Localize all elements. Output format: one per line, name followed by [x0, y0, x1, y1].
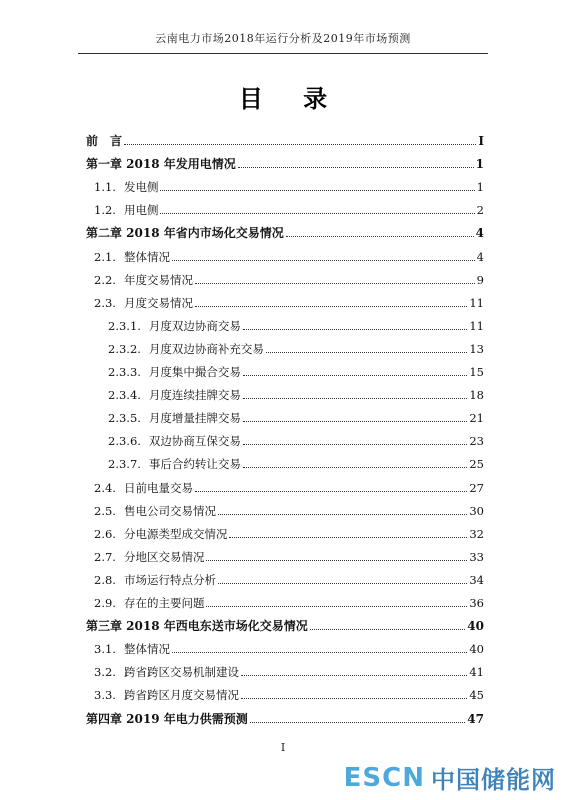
toc-dot-leader	[172, 652, 467, 653]
toc-entry-number: 2.3.2.	[108, 341, 141, 356]
toc-entry-page: 32	[469, 526, 484, 541]
toc-entry-title: 第三章 2018 年西电东送市场化交易情况	[86, 619, 308, 634]
toc-entry-page: 36	[469, 596, 484, 610]
toc-dot-leader	[243, 444, 467, 445]
toc-entry-number: 2.2.	[94, 272, 116, 287]
toc-entry-title: 第一章 2018 年发用电情况	[86, 157, 236, 172]
toc-entry-page: 18	[469, 388, 484, 403]
toc-chapter-entry[interactable]	[86, 153, 484, 171]
toc-subsection-entry[interactable]	[108, 361, 484, 379]
toc-section-entry[interactable]	[94, 246, 484, 264]
toc-entry-page: 1	[475, 157, 484, 172]
watermark-site-name: 中国储能网	[431, 766, 556, 794]
toc-dot-leader	[243, 375, 467, 376]
toc-dot-leader	[243, 329, 467, 330]
toc-section-entry[interactable]	[94, 661, 484, 679]
toc-dot-leader	[243, 398, 467, 399]
toc-entry-title: 月度双边协商交易	[148, 318, 241, 333]
toc-entry-page: 15	[469, 365, 484, 379]
toc-entry-page: 4	[475, 226, 484, 241]
toc-entry-page: 30	[469, 503, 484, 518]
toc-entry-title: 跨省跨区交易机制建设	[123, 665, 239, 680]
toc-entry-title: 月度双边协商补充交易	[148, 341, 264, 356]
toc-subsection-entry[interactable]	[108, 430, 484, 448]
toc-subsection-entry[interactable]	[108, 407, 484, 425]
toc-dot-leader	[218, 514, 467, 515]
toc-entry-title: 前 言	[86, 134, 123, 148]
toc-entry-number: 2.7.	[94, 549, 116, 564]
toc-entry-page: I	[478, 134, 484, 148]
toc-subsection-entry[interactable]	[108, 315, 484, 333]
running-header: 云南电力市场2018年运行分析及2019年市场预测	[155, 32, 411, 45]
toc-entry-title: 月度集中撮合交易	[148, 365, 241, 379]
toc-section-entry[interactable]	[94, 292, 484, 310]
toc-entry-title: 市场运行特点分析	[123, 572, 216, 587]
toc-entry-page: 1	[476, 180, 484, 195]
toc-entry-page: 41	[469, 665, 484, 680]
toc-entry-title: 整体情况	[123, 249, 170, 264]
toc-entry-title: 存在的主要问题	[123, 596, 205, 610]
toc-dot-leader	[266, 352, 467, 353]
toc-entry-page: 11	[469, 295, 484, 310]
toc-dot-leader	[160, 190, 474, 191]
toc-entry-number: 2.3.7.	[108, 457, 141, 472]
toc-dot-leader	[172, 260, 475, 261]
toc-entry-number: 2.3.1.	[108, 318, 141, 333]
toc-entry-page: 45	[469, 688, 484, 703]
toc-dot-leader	[243, 467, 467, 468]
toc-dot-leader	[218, 583, 467, 584]
toc-entry-title: 跨省跨区月度交易情况	[123, 688, 239, 703]
toc-dot-leader	[229, 537, 467, 538]
toc-entry-page: 23	[469, 434, 484, 449]
toc-entry-title: 用电侧	[123, 203, 159, 218]
toc-entry-number: 2.3.5.	[108, 411, 141, 426]
toc-entry-page: 34	[469, 572, 484, 587]
toc-entry-number: 2.5.	[94, 503, 116, 518]
toc-chapter-entry[interactable]	[86, 708, 484, 726]
toc-entry-page: 33	[469, 549, 484, 564]
toc-dot-leader	[250, 722, 466, 723]
toc-dot-leader	[206, 560, 467, 561]
toc-subsection-entry[interactable]	[108, 338, 484, 356]
toc-entry-page: 40	[467, 619, 484, 634]
toc-dot-leader	[160, 213, 474, 214]
toc-dot-leader	[241, 698, 467, 699]
toc-entry-page: 9	[476, 272, 484, 287]
toc-subsection-entry[interactable]	[108, 384, 484, 402]
toc-entry-title: 第二章 2018 年省内市场化交易情况	[86, 226, 284, 241]
toc-entry-page: 25	[469, 457, 484, 472]
toc-dot-leader	[206, 606, 467, 607]
toc-entry-number: 2.6.	[94, 526, 116, 541]
page-number: I	[280, 741, 286, 754]
toc-entry-title: 分电源类型成交情况	[123, 526, 228, 541]
toc-subsection-entry[interactable]	[108, 453, 484, 471]
toc-entry-page: 2	[476, 203, 484, 218]
watermark-logo	[344, 760, 556, 795]
toc-section-entry[interactable]	[94, 523, 484, 541]
toc-entry-title: 月度连续挂牌交易	[148, 388, 241, 403]
toc-section-entry[interactable]	[94, 684, 484, 702]
toc-section-entry[interactable]	[94, 546, 484, 564]
toc-section-entry[interactable]	[94, 500, 484, 518]
toc-entry-page: 47	[467, 711, 484, 726]
toc-dot-leader	[310, 629, 466, 630]
toc-entry-title: 月度增量挂牌交易	[148, 411, 241, 426]
toc-entry-number: 1.2.	[94, 203, 116, 218]
watermark-brand: ESCN	[343, 762, 425, 793]
toc-entry-title: 月度交易情况	[123, 295, 193, 310]
toc-entry-number: 3.1.	[94, 642, 116, 657]
toc-title: 目 录	[238, 85, 344, 113]
toc-dot-leader	[195, 491, 467, 492]
toc-section-entry[interactable]	[94, 176, 484, 194]
toc-entry-number: 2.1.	[94, 249, 116, 264]
toc-section-entry[interactable]	[94, 569, 484, 587]
toc-section-entry[interactable]	[94, 269, 484, 287]
toc-section-entry[interactable]	[94, 592, 484, 610]
toc-entry-title: 第四章 2019 年电力供需预测	[86, 711, 248, 726]
toc-dot-leader	[238, 167, 474, 168]
toc-entry-number: 2.3.6.	[108, 434, 141, 449]
toc-entry-number: 2.4.	[94, 480, 116, 495]
toc-entry-title: 分地区交易情况	[123, 549, 205, 564]
toc-entry-title: 售电公司交易情况	[123, 503, 216, 518]
toc-entry-title: 双边协商互保交易	[148, 434, 241, 449]
toc-entry-number: 1.1.	[94, 180, 116, 195]
toc-entry-page: 27	[469, 480, 484, 495]
toc-dot-leader	[195, 306, 467, 307]
toc-section-entry[interactable]	[94, 638, 484, 656]
toc-entry-page: 40	[469, 642, 484, 657]
toc-entry-number: 2.9.	[94, 596, 116, 610]
toc-dot-leader	[286, 236, 474, 237]
toc-entry-number: 2.8.	[94, 572, 116, 587]
toc-entry-page: 11	[469, 318, 484, 333]
toc-chapter-entry[interactable]	[86, 130, 484, 148]
toc-entry-title: 事后合约转让交易	[148, 457, 241, 472]
toc-entry-number: 3.3.	[94, 688, 116, 703]
toc-dot-leader	[124, 144, 476, 145]
toc-entry-title: 年度交易情况	[123, 272, 193, 287]
toc-entry-page: 4	[476, 249, 484, 264]
toc-entry-number: 3.2.	[94, 665, 116, 680]
toc-entry-page: 21	[469, 411, 484, 426]
toc-dot-leader	[243, 421, 467, 422]
toc-entry-title: 整体情况	[123, 642, 170, 657]
toc-chapter-entry[interactable]	[86, 615, 484, 633]
toc-dot-leader	[195, 283, 475, 284]
toc-entry-number: 2.3.3.	[108, 365, 141, 379]
toc-entry-page: 13	[469, 341, 484, 356]
toc-section-entry[interactable]	[94, 199, 484, 217]
toc-chapter-entry[interactable]	[86, 222, 484, 240]
toc-entry-title: 发电侧	[123, 180, 159, 195]
toc-entry-title: 日前电量交易	[123, 480, 193, 495]
toc-section-entry[interactable]	[94, 477, 484, 495]
toc-entry-number: 2.3.	[94, 295, 116, 310]
toc-dot-leader	[241, 675, 467, 676]
toc-entry-number: 2.3.4.	[108, 388, 141, 403]
